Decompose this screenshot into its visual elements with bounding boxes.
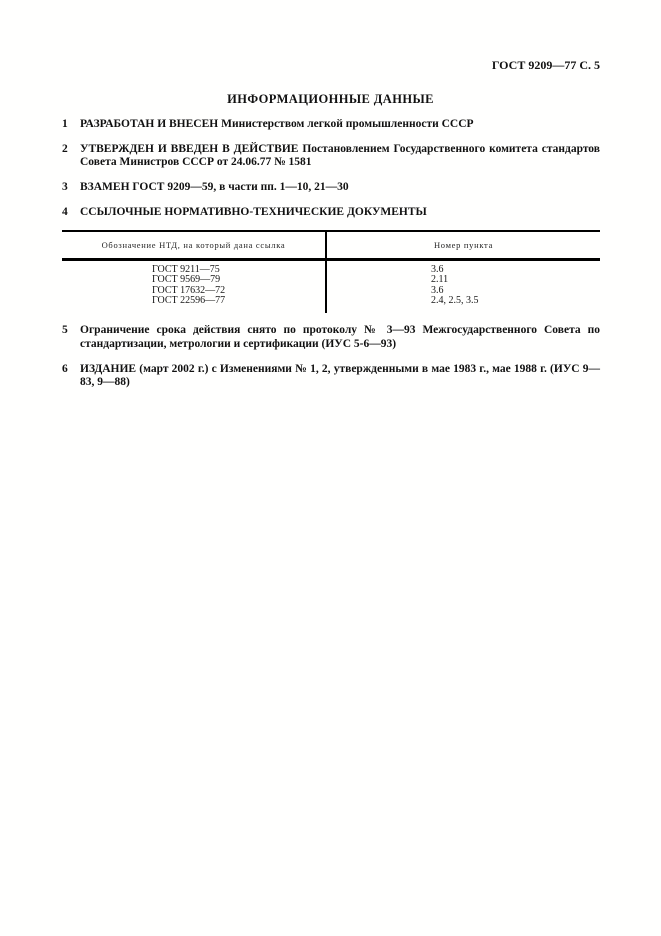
list-item-approved (62, 143, 600, 170)
list-item-replaces (62, 181, 600, 195)
table-cell-ntd: ГОСТ 9569—79 (152, 274, 221, 285)
item-number: 4 (62, 206, 68, 218)
item-number: 6 (62, 362, 68, 375)
list-item-validity-limit (62, 324, 600, 351)
item-text: УТВЕРЖДЕН И ВВЕДЕН В ДЕЙСТВИЕ Постановлением Государственного комитета стандартов Совета Министров СССР от 24.06.77 № 1581 (80, 142, 600, 168)
table-cell-ntd: ГОСТ 9211—75 (152, 263, 220, 275)
page-header-text: ГОСТ 9209—77 С. 5 (491, 58, 600, 72)
item-number: 2 (62, 142, 68, 155)
item-number: 3 (62, 181, 68, 193)
page-title: ИНФОРМАЦИОННЫЕ ДАННЫЕ (227, 92, 434, 106)
list-item-reference-docs (62, 206, 600, 220)
table-column-punkt (327, 261, 600, 313)
list-item-edition (62, 363, 600, 390)
table-column-ntd (62, 261, 327, 313)
page-content (62, 118, 600, 390)
references-table (62, 230, 600, 313)
item-text: ССЫЛОЧНЫЕ НОРМАТИВНО-ТЕХНИЧЕСКИЕ ДОКУМЕНТЫ (80, 206, 427, 218)
table-cell-ntd: ГОСТ 22596—77 (152, 295, 226, 306)
table-cell-punkt: 3.6 (431, 263, 444, 275)
table-cell-ntd: ГОСТ 17632—72 (152, 284, 226, 296)
page-header (0, 0, 600, 72)
item-text: ВЗАМЕН ГОСТ 9209—59, в части пп. 1—10, 21—30 (80, 181, 349, 193)
item-text: РАЗРАБОТАН И ВНЕСЕН Министерством легкой промышленности СССР (80, 117, 474, 130)
table-cell-punkt: 3.6 (431, 284, 444, 296)
table-header-punkt: Номер пункта (433, 239, 494, 250)
item-text: ИЗДАНИЕ (март 2002 г.) с Изменениями № 1, 2, утвержденными в мае 1983 г., мае 1988 г. (ИУС 9—83, 9—88) (80, 362, 600, 388)
item-number: 1 (62, 117, 68, 130)
table-cell-punkt: 2.4, 2.5, 3.5 (431, 295, 479, 306)
table-cell-punkt: 2.11 (431, 274, 449, 285)
references-table-body (62, 261, 600, 313)
references-table-header (62, 232, 600, 261)
table-header-ntd: Обозначение НТД, на который дана ссылка (62, 232, 327, 258)
list-item-developed (62, 118, 600, 132)
item-text: Ограничение срока действия снято по протоколу № 3—93 Межгосударственного Совета по стандартизации, метрологии и сертификации (ИУС 5-6—93) (80, 324, 600, 350)
item-number: 5 (62, 324, 68, 336)
